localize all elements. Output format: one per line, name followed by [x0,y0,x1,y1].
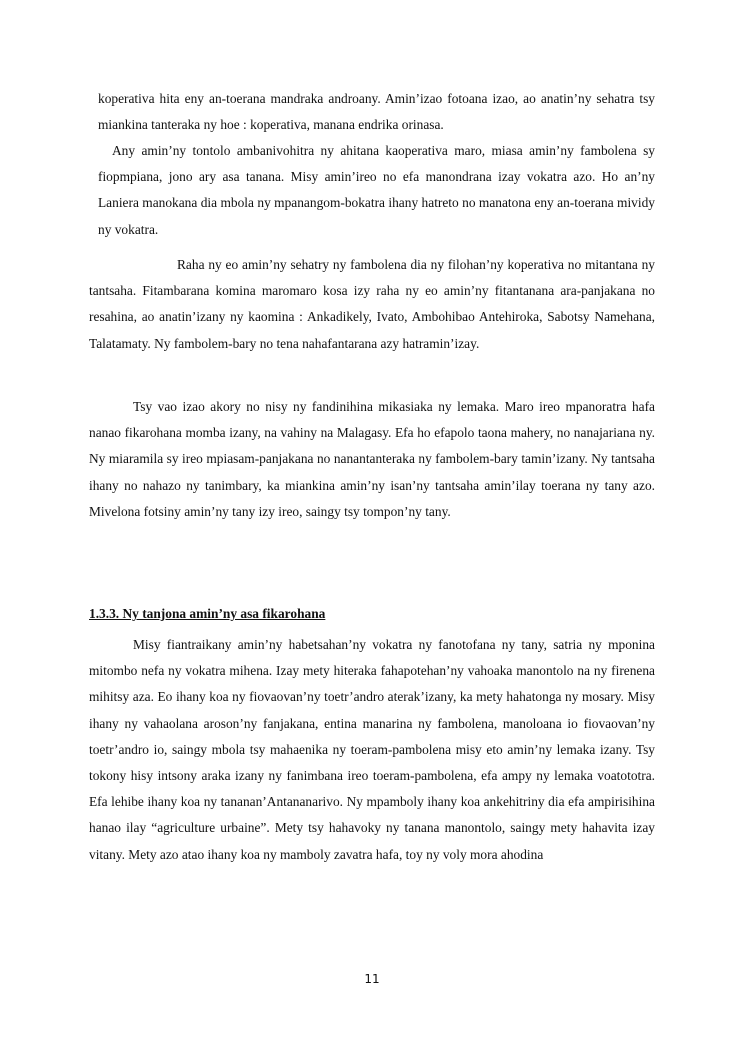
page-number: 11 [364,972,380,986]
section-heading: 1.3.3. Ny tanjona amin’ny asa fikarohana [89,606,326,621]
paragraph-fandinihina: Tsy vao izao akory no nisy ny fandinihina mikasiaka ny lemaka. Maro ireo mpanoratra hafa nanao fikarohana momba izany, na vahiny na Malagasy. Efa ho efapolo taona mahery, no nanajariana ny. Ny miaramila sy ireo mpiasam-panjakana no nanantanteraka ny fambolem-bary tamin’izany. Ny tantsaha ihany no nahazo ny tanimbary, ka miankina amin’ny isan’ny tantsaha amin’ilay toerana ny tany azo. Mivelona fotsiny amin’ny tany izy ireo, saingy tsy tompon’ny tany. [89,399,655,519]
paragraph-fambolena: Raha ny eo amin’ny sehatry ny fambolena dia ny filohan’ny koperativa no mitantana ny tantsaha. Fitambarana komina maromaro kosa izy raha ny eo amin’ny fitantanana ara-panjakana no resahina, ao anatin’izany ny kaomina : Ankadikely, Ivato, Ambohibao Antehiroka, Sabotsy Namehana, Talatamaty. Ny fambolem-bary no tena nahafantarana azy hatramin’izay. [89,257,655,351]
paragraph-tanjona: Misy fiantraikany amin’ny habetsahan’ny vokatra ny fanotofana ny tany, satria ny mponina mitombo nefa ny vokatra mihena. Izay mety hiteraka fahapotehan’ny vahoaka manontolo na ny firenena mihitsy aza. Eo ihany koa ny fiovaovan’ny toetr’andro aterak’izany, ka mety hahatonga ny mosary. Misy ihany ny vahaolana aroson’ny fanjakana, entina manarina ny fambolena, manoloana io fiovaovan’ny toetr’andro io, saingy mbola tsy mahaenika ny toeram-pambolena misy eto amin’ny lemaka izany. Tsy tokony hisy intsony araka izany ny fanimbana ireo toeram-pambolena, efa ampy ny lemaka voatototra. Efa lehibe ihany koa ny tananan’Antananarivo. Ny mpamboly ihany koa ankehitriny dia efa ampirisihina hanao ilay “agriculture urbaine”. Mety tsy hahavoky ny tanana manontolo, saingy mety hahavita izay vitany. Mety azo atao ihany koa ny mamboly zavatra hafa, toy ny voly mora ahodina [89,637,655,862]
paragraph-ambanivohitra: Any amin’ny tontolo ambanivohitra ny ahitana kaoperativa maro, miasa amin’ny fambolena sy fiopmpiana, jono ary asa tanana. Misy amin’ireo no efa manondrana izay vokatra azo. Ho an’ny Laniera manokana dia mbola ny mpanangom-bokatra ihany hatreto no manatona eny an-toerana mividy ny vokatra. [98,143,655,237]
paragraph-koperativa: koperativa hita eny an-toerana mandraka androany. Amin’izao fotoana izao, ao anatin’ny sehatra tsy miankina tanteraka ny hoe : koperativa, manana endrika orinasa. [98,91,655,133]
